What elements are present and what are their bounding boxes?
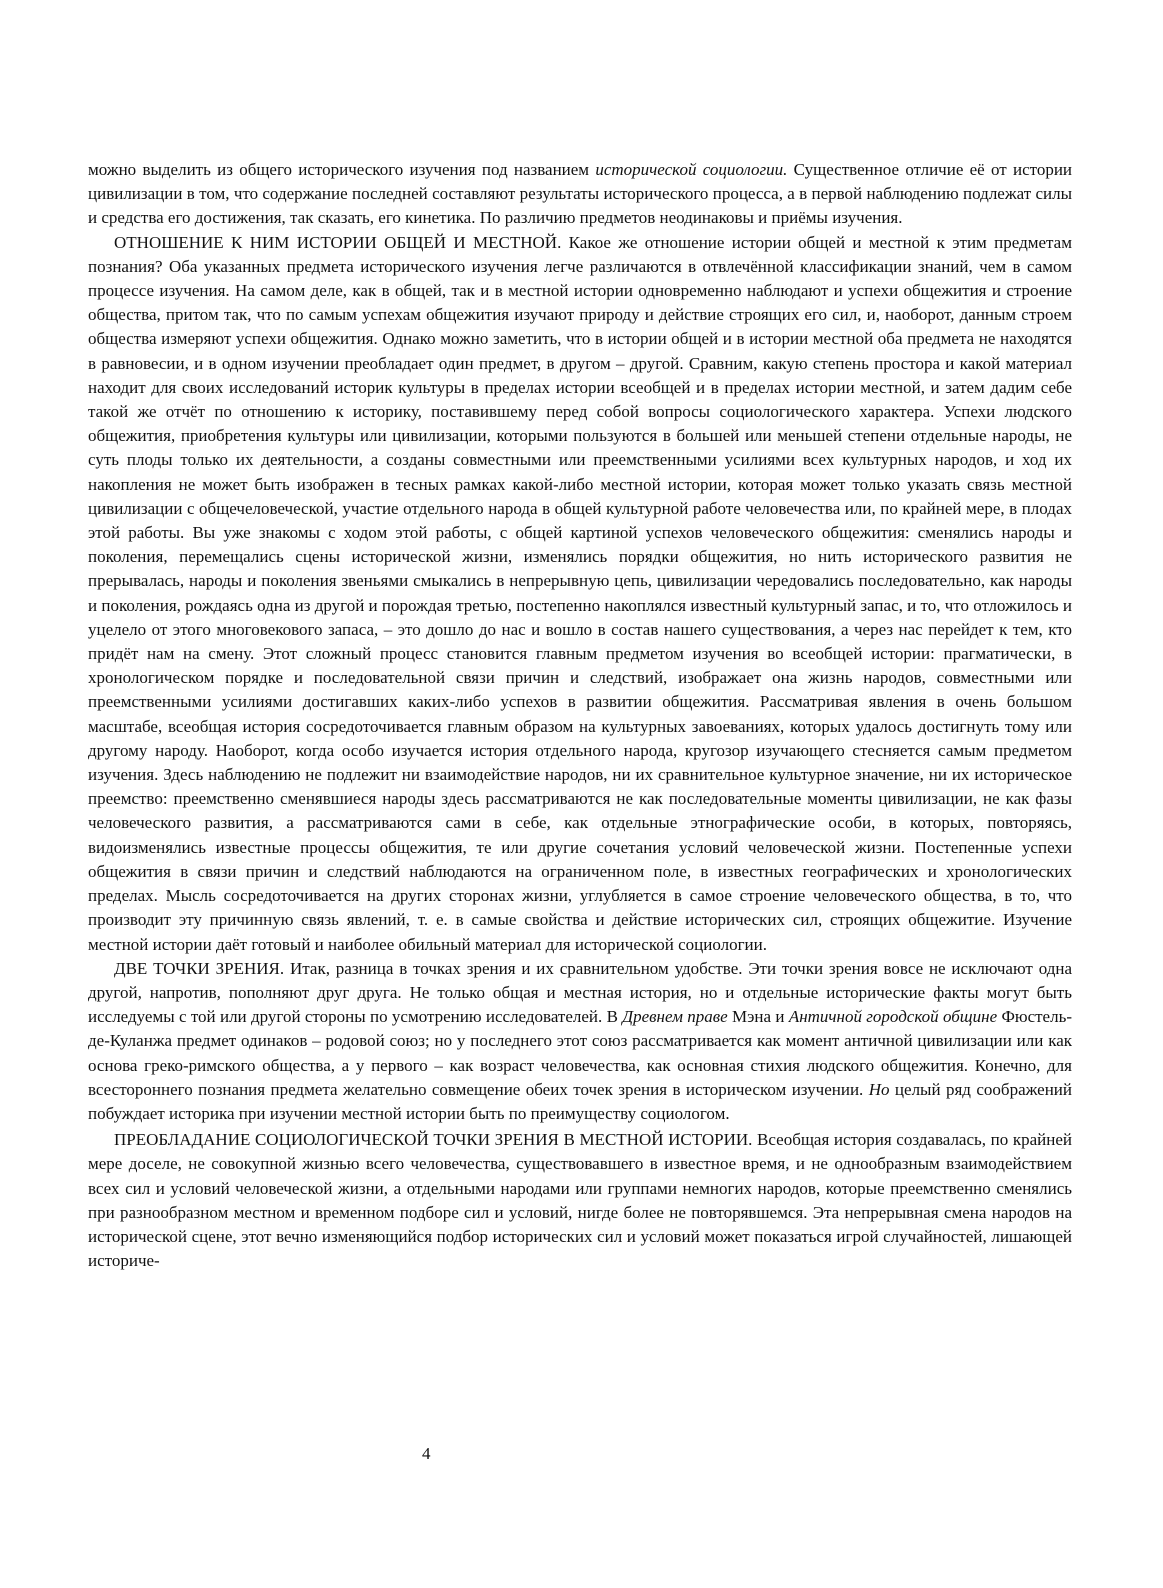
section-heading-sociological: ПРЕОБЛАДАНИЕ СОЦИОЛОГИЧЕСКОЙ ТОЧКИ ЗРЕНИЯ В МЕСТНОЙ ИСТОРИИ. [114, 1130, 753, 1150]
section-heading-two-viewpoints: ДВЕ ТОЧКИ ЗРЕНИЯ. [114, 958, 285, 978]
p3-seg-6: целый ряд соображений побуждает историка при изучении местной истории быть по преимуществу социологом. [88, 1079, 1072, 1123]
paragraph-sociological-viewpoint [88, 1128, 1072, 1273]
paragraph-general-local-history [88, 231, 1072, 957]
p1-seg-2: Существенное отличие её от истории цивилизации в том, что содержание последней составляют результаты исторического процесса, а в первой наблюдению подлежат силы и средства его достижения, так сказать, его кинетика. По различию предметов неодинаковы и приёмы изучения. [88, 160, 1073, 228]
p3-seg-0: Итак, разница в точках зрения и их сравнительном удобстве. Эти точки зрения вовсе не исключают одна другой, напротив, пополняют друг друга. Не только общая и местная история, но и отдельные исторические факты могут быть исследуемы с той или другой стороны по усмотрению исследователей. В [88, 958, 1072, 1027]
page-number: 4 [422, 1444, 431, 1463]
p1-seg-0: можно выделить из общего исторического изучения под названием [88, 160, 596, 179]
p3-seg-2: Мэна и [727, 1007, 789, 1027]
p4-seg-0: Всеобщая история создавалась, по крайней мере доселе, не совокупной жизнью всего человечества, существовавшего в известное время, и не однообразным взаимодействием всех сил и условий человеческой жизни, а отдельными народами или группами немногих народов, которые преемственно сменялись при разнообразном местном и временном подборе сил и условий, нигде более не повторявшемся. Эта непрерывная смена народов на исторической сцене, этот вечно изменяющийся подбор исторических сил и условий может показаться игрой случайностей, лишающей историче- [88, 1130, 1072, 1271]
page-body [88, 158, 1072, 1273]
section-heading-general-local: ОТНОШЕНИЕ К НИМ ИСТОРИИ ОБЩЕЙ И МЕСТНОЙ. [114, 232, 562, 252]
p3-seg-4: Фюстель-де-Куланжа предмет одинаков – родовой союз; но у последнего этот союз рассматривается как момент античной цивилизации или как основа греко-римского общества, а у первого – как возраст человечества, как основная стихия людского общежития. Конечно, для всестороннего познания предмета желательно совмещение обеих точек зрения в историческом изучении. [88, 1007, 1072, 1099]
p1-italic-term: исторической социологии. [595, 160, 788, 179]
paragraph-intro [88, 158, 1072, 231]
p2-seg-0: Какое же отношение истории общей и местной к этим предметам познания? Оба указанных предмета исторического изучения легче различаются в отвлечённой классификации знаний, чем в самом процессе изучения. На самом деле, как в общей, так и в местной истории одновременно наблюдают и успехи общежития и строение общества, притом так, что по самым успехам общежития изучают природу и действие строящих его сил, и, наоборот, данным строем общества измеряют успехи общежития. Однако можно заметить, что в истории общей и в истории местной оба предмета не находятся в равновесии, и в одном изучении преобладает один предмет, в другом – другой. Сравним, какую степень простора и какой материал находит для своих исследований историк культуры в пределах истории всеобщей и в пределах истории местной, и затем дадим себе такой же отчёт по отношению к историку, поставившему перед собой вопросы социологического характера. Успехи людского общежития, приобретения культуры или цивилизации, которыми пользуются в большей или меньшей степени отдельные народы, не суть плоды только их деятельности, а созданы совместными или преемственными усилиями всех культурных народов, и ход их накопления не может быть изображен в тесных рамках какой-либо местной истории, которая может только указать связь местной цивилизации с общечеловеческой, участие отдельного народа в общей культурной работе человечества или, по крайней мере, в плодах этой работы. Вы уже знакомы с ходом этой работы, с общей картиной успехов человеческого общежития: сменялись народы и поколения, перемещались сцены исторической жизни, изменялись порядки общежития, но нить исторического развития не прерывалась, народы и поколения звеньями смыкались в непрерывную цепь, цивилизации чередовались последовательно, как народы и поколения, рождаясь одна из другой и порождая третью, постепенно накоплялся известный культурный запас, и то, что отложилось и уцелело от этого многовекового запаса, – это дошло до нас и вошло в состав нашего существования, а через нас перейдет к тем, кто придёт нам на смену. Этот сложный процесс становится главным предметом изучения во всеобщей истории: прагматически, в хронологическом порядке и последовательной связи причин и следствий, изображает она жизнь народов, совместными или преемственными усилиями достигавших каких-либо успехов в развитии общежития. Рассматривая явления в очень большом масштабе, всеобщая история сосредоточивается главным образом на культурных завоеваниях, которых удалось достигнуть тому или другому народу. Наоборот, когда особо изучается история отдельного народа, кругозор изучающего стесняется самым предметом изучения. Здесь наблюдению не подлежит ни взаимодействие народов, ни их сравнительное культурное значение, ни их историческое преемство: преемственно сменявшиеся народы здесь рассматриваются не как последовательные моменты цивилизации, не как фазы человеческого развития, а рассматриваются сами в себе, как отдельные этнографические особи, в которых, повторяясь, видоизменялись известные процессы общежития, те или другие сочетания условий человеческой жизни. Постепенные успехи общежития в связи причин и следствий наблюдаются на ограниченном поле, в известных географических и хронологических пределах. Мысль сосредоточивается на других сторонах жизни, углубляется в самое строение человеческого общества, в то, что производит эту причинную связь явлений, т. е. в самые свойства и действие исторических сил, строящих общежитие. Изучение местной истории даёт готовый и наиболее обильный материал для исторической социологии. [88, 232, 1072, 954]
paragraph-two-viewpoints [88, 957, 1072, 1126]
p3-italic-ancient-law: Древнем праве [622, 1007, 728, 1027]
p3-italic-but: Но [868, 1079, 890, 1099]
p3-italic-ancient-city: Античной городской общине [788, 1007, 998, 1027]
